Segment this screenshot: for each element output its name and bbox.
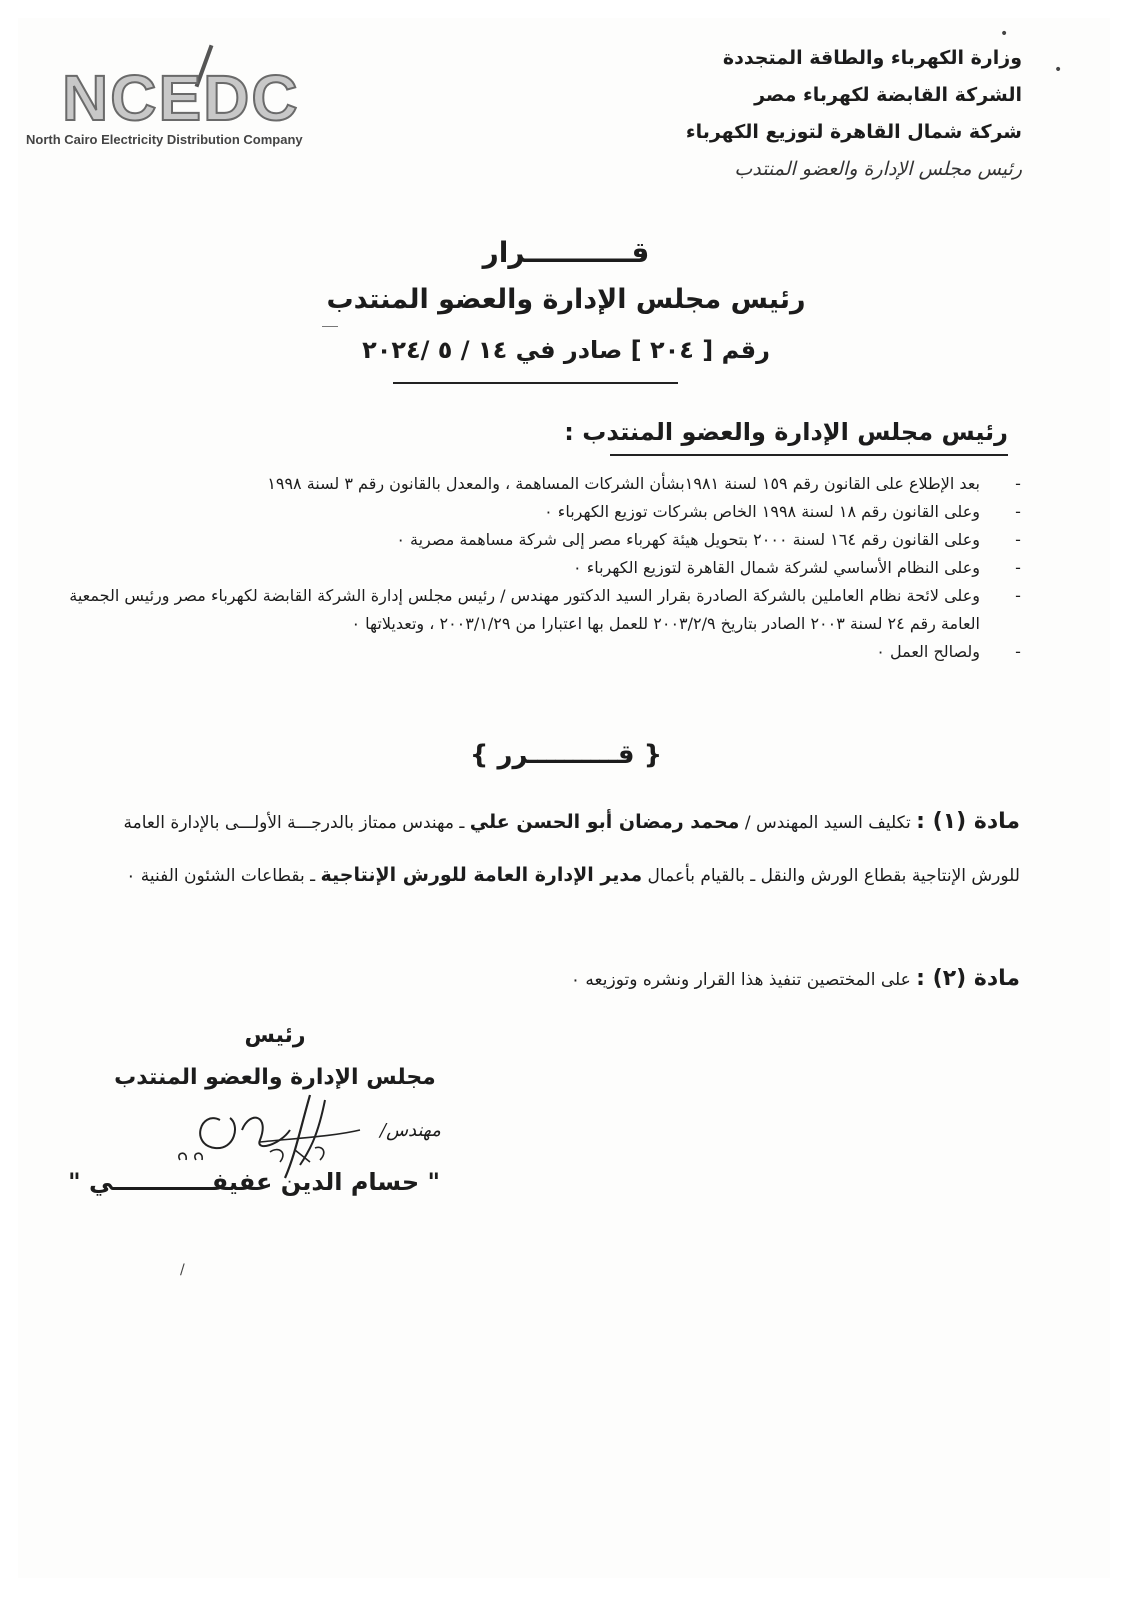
article-1	[70, 796, 1020, 902]
logo-text: NCEDC	[62, 62, 300, 134]
signatory-office: مجلس الإدارة والعضو المنتدب	[114, 1065, 436, 1090]
signatory-title: رئيس	[244, 1023, 306, 1048]
stray-line	[322, 326, 338, 327]
preamble-clause: - وعلى النظام الأساسي لشركة شمال القاهرة لتوزيع الكهرباء ٠	[573, 558, 1021, 577]
signature-block	[110, 1016, 440, 1100]
company-logo	[26, 38, 312, 148]
preamble-clause: - وعلى القانون رقم ١٨ لسنة ١٩٩٨ الخاص بشركات توزيع الكهرباء ٠	[544, 502, 1021, 521]
company-name: شركة شمال القاهرة لتوزيع الكهرباء	[685, 121, 1022, 143]
ministry-name: وزارة الكهرباء والطاقة المتجددة	[722, 47, 1022, 69]
decision-number-date: رقم [ ٢٠٤ ] صادر في ١٤ / ٥ /٢٠٢٤	[362, 336, 770, 364]
preamble-clause: - وعلى القانون رقم ١٦٤ لسنة ٢٠٠٠ بتحويل هيئة كهرباء مصر إلى شركة مساهمة مصرية ٠	[396, 530, 1021, 549]
office-handwritten: رئيس مجلس الإدارة والعضو المنتدب	[734, 158, 1022, 180]
article-label: مادة (٢) :	[916, 966, 1020, 991]
stray-dot: •	[1054, 62, 1063, 78]
logo-subtitle: North Cairo Electricity Distribution Company	[26, 132, 303, 147]
preamble-underline	[610, 454, 1008, 456]
signatory-name: " حسام الدين عفيفــــــــــــي "	[68, 1168, 440, 1196]
preamble-heading: رئيس مجلس الإدارة والعضو المنتدب :	[564, 418, 1008, 446]
article-text: على المختصين تنفيذ هذا القرار ونشره وتوزيعه ٠	[570, 970, 911, 990]
preamble-clause: - ولصالح العمل ٠	[876, 642, 1021, 661]
article-label: مادة (١) :	[916, 809, 1020, 834]
decision-issuer: رئيس مجلس الإدارة والعضو المنتدب	[326, 284, 806, 315]
preamble-clause: - بعد الإطلاع على القانون رقم ١٥٩ لسنة ١٩٨١بشأن الشركات المساهمة ، والمعدل بالقانون رقم ٣ لسنة ١٩٩٨	[267, 474, 1021, 493]
handwritten-signature	[160, 1090, 390, 1180]
organization-header	[602, 40, 1022, 188]
preamble-clauses	[68, 470, 1028, 666]
article-text: ـ مهندس ممتاز بالدرجـــة الأولـــى بالإدارة العامة للورش الإنتاجية بقطاع الورش والنقل ـ بالقيام بأعمال	[123, 813, 1020, 886]
decides-heading: { قــــــــــرر }	[469, 740, 663, 770]
assigned-role: مدير الإدارة العامة للورش الإنتاجية	[320, 864, 643, 886]
employee-name: محمد رمضان أبو الحسن علي	[469, 811, 740, 833]
holding-company-name: الشركة القابضة لكهرباء مصر	[754, 84, 1022, 106]
preamble-clause: - وعلى لائحة نظام العاملين بالشركة الصادرة بقرار السيد الدكتور مهندس / رئيس مجلس إدارة الشركة القابضة لكهرباء مصر ورئيس الجمعية العامة رقم ٢٤ لسنة ٢٠٠٣ الصادر بتاريخ ٢٠٠٣/٢/٩ للعمل بها اعتبارا من ٢٠٠٣/١/٢٩ ، وتعديلاتها ٠	[69, 586, 1021, 633]
article-text: تكليف السيد المهندس /	[739, 813, 911, 833]
title-underline	[393, 382, 678, 384]
stray-dot: •	[1000, 26, 1009, 42]
stray-mark: /	[180, 1262, 185, 1278]
engineer-prefix: مهندس/	[380, 1120, 441, 1141]
decision-title: قـــــــــــرار	[482, 236, 650, 269]
article-2	[70, 966, 1020, 991]
article-text: ـ بقطاعات الشئون الفنية ٠	[126, 866, 321, 886]
